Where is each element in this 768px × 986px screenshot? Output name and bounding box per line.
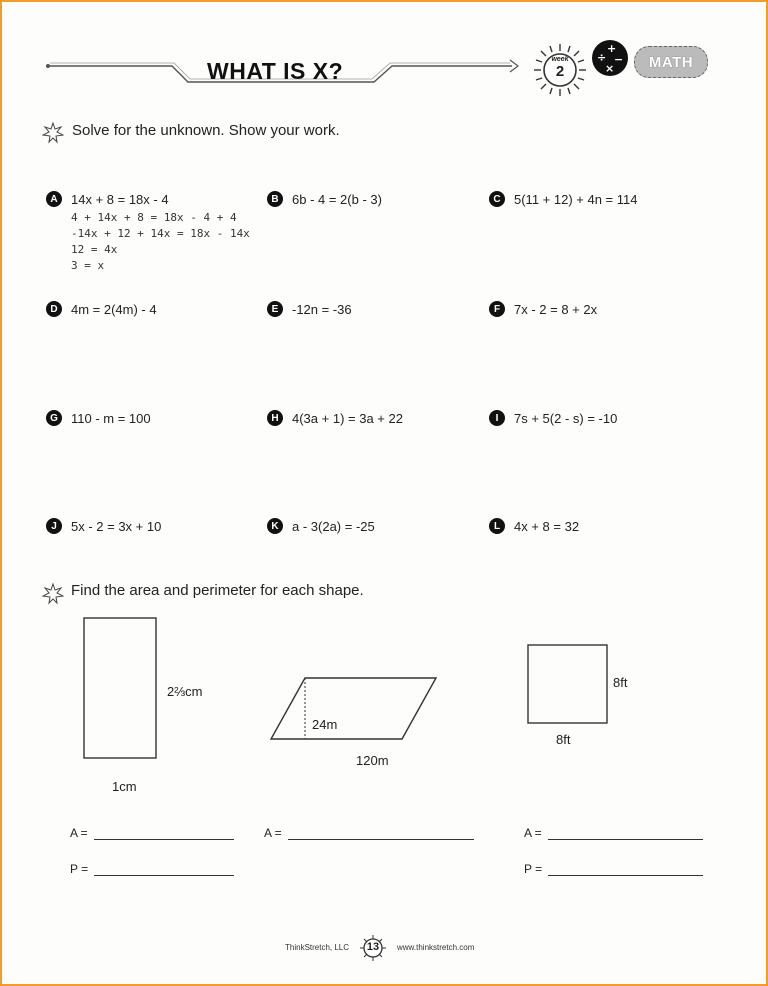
subject-badge: MATH	[634, 46, 708, 78]
problem-letter: H	[267, 410, 283, 426]
answer-area-1	[70, 825, 234, 840]
area-answer-line[interactable]	[94, 825, 234, 840]
problem-equation: 4(3a + 1) = 3a + 22	[292, 410, 403, 426]
parallelogram-shape	[271, 678, 436, 739]
parallelogram-height-label: 24m	[312, 717, 338, 732]
problem-equation: 5x - 2 = 3x + 10	[71, 518, 162, 534]
problem-c	[489, 191, 637, 207]
problem-equation: 7x - 2 = 8 + 2x	[514, 301, 598, 317]
area-answer-line[interactable]	[288, 825, 474, 840]
svg-text:+: +	[607, 42, 617, 55]
perimeter-label: P =	[524, 862, 543, 876]
problem-a	[46, 191, 169, 207]
answer-perimeter-1	[70, 861, 234, 876]
problem-j	[46, 518, 161, 534]
problem-g	[46, 410, 151, 426]
area-label: A =	[70, 826, 88, 840]
shapes-drawing	[2, 602, 766, 772]
problem-letter: J	[46, 518, 62, 534]
work-line: 12 = 4x	[71, 243, 118, 256]
problem-equation: 5(11 + 12) + 4n = 114	[514, 191, 638, 207]
perimeter-answer-line[interactable]	[94, 861, 234, 876]
problem-letter: C	[489, 191, 505, 207]
answer-perimeter-3	[524, 861, 703, 876]
area-label: A =	[524, 826, 542, 840]
problem-letter: D	[46, 301, 62, 317]
footer-url[interactable]: www.thinkstretch.com	[397, 943, 475, 952]
page-title: WHAT IS X?	[207, 58, 344, 84]
problem-equation: 4m = 2(4m) - 4	[71, 301, 157, 317]
problem-equation: 110 - m = 100	[71, 410, 151, 426]
section1-instruction: Solve for the unknown. Show your work.	[72, 122, 340, 139]
problem-l	[489, 518, 579, 534]
problem-letter: B	[267, 191, 283, 207]
problem-equation: 4x + 8 = 32	[514, 518, 580, 534]
square-shape	[528, 645, 607, 723]
problem-equation: a - 3(2a) = -25	[292, 518, 375, 534]
svg-text:÷: ÷	[597, 51, 607, 64]
page-number: 13	[366, 941, 380, 953]
rectangle-shape	[84, 618, 156, 758]
area-label: A =	[264, 826, 282, 840]
problem-i	[489, 410, 617, 426]
problem-k	[267, 518, 375, 534]
problem-letter: E	[267, 301, 283, 317]
week-number: 2	[555, 63, 565, 80]
footer-company: ThinkStretch, LLC	[285, 943, 350, 952]
problem-letter: A	[46, 191, 62, 207]
problem-letter: K	[267, 518, 283, 534]
work-line: 4 + 14x + 8 = 18x - 4 + 4	[71, 211, 237, 224]
rectangle-height-label: 2⅔cm	[167, 684, 203, 699]
problem-letter: G	[46, 410, 62, 426]
work-line: -14x + 12 + 14x = 18x - 14x	[71, 227, 250, 240]
problem-e	[267, 301, 352, 317]
svg-text:×: ×	[605, 62, 615, 75]
sparkle-star-icon	[42, 122, 64, 144]
problem-f	[489, 301, 597, 317]
area-answer-line[interactable]	[548, 825, 703, 840]
parallelogram-base-label: 120m	[356, 753, 389, 768]
problem-b	[267, 191, 382, 207]
work-line: 3 = x	[71, 259, 105, 272]
perimeter-answer-line[interactable]	[548, 861, 703, 876]
answer-area-2	[264, 825, 474, 840]
rectangle-width-label: 1cm	[112, 779, 137, 794]
square-side-label: 8ft	[613, 675, 628, 690]
problem-equation: 7s + 5(2 - s) = -10	[514, 410, 618, 426]
problem-d	[46, 301, 157, 317]
problem-h	[267, 410, 403, 426]
problem-letter: I	[489, 410, 505, 426]
square-bottom-label: 8ft	[556, 732, 571, 747]
section2-instruction: Find the area and perimeter for each shape.	[71, 582, 364, 599]
answer-area-3	[524, 825, 703, 840]
math-operations-icon	[590, 38, 634, 78]
week-label: week	[551, 56, 569, 63]
problem-letter: F	[489, 301, 505, 317]
problem-equation: 6b - 4 = 2(b - 3)	[292, 191, 382, 207]
problem-equation: -12n = -36	[292, 301, 352, 317]
svg-text:−: −	[614, 53, 624, 66]
perimeter-label: P =	[70, 862, 89, 876]
handwritten-work-a	[71, 210, 250, 274]
problem-letter: L	[489, 518, 505, 534]
problem-equation: 14x + 8 = 18x - 4	[71, 191, 169, 207]
